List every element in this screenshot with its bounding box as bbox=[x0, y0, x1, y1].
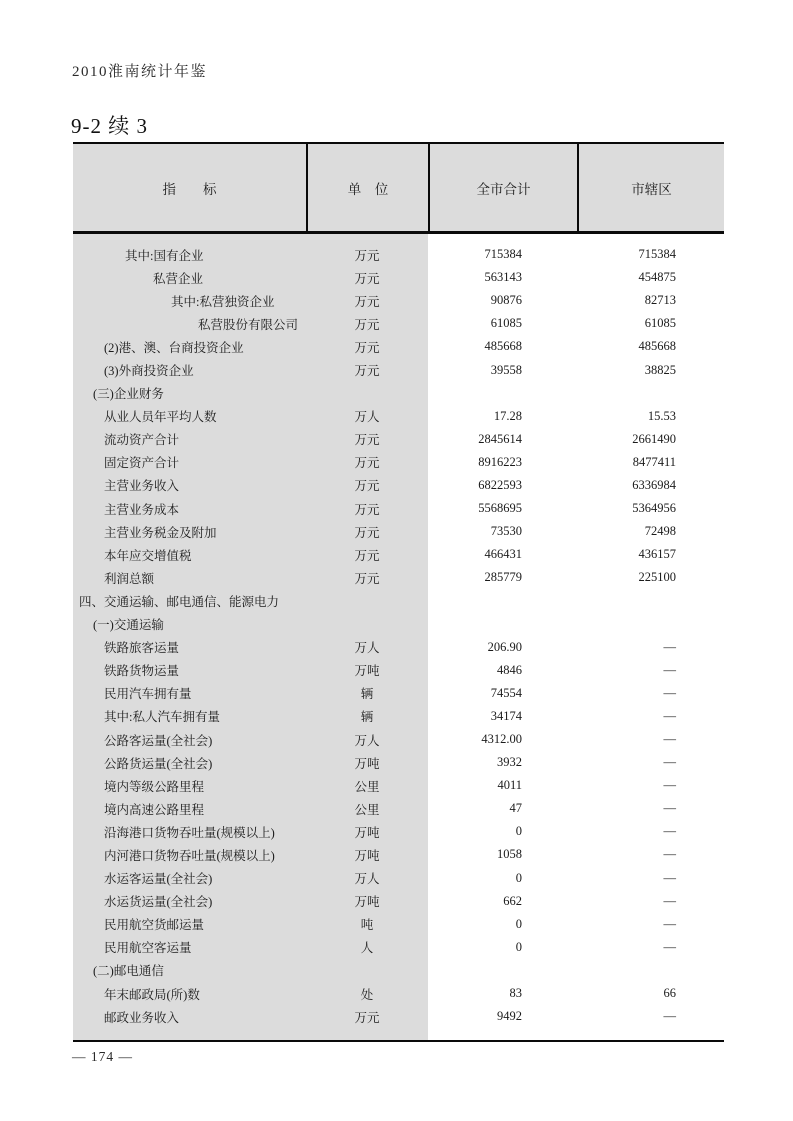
column-header-unit: 单 位 bbox=[306, 144, 428, 231]
unit-cell: 万元 bbox=[354, 340, 380, 355]
unit-cell: 处 bbox=[360, 987, 374, 1002]
city-total-cell: 715384 bbox=[484, 247, 522, 262]
column-header-indicator: 指 标 bbox=[162, 181, 217, 197]
unit-cell: 万人 bbox=[354, 733, 380, 748]
indicator-cell: (二)邮电通信 bbox=[93, 964, 164, 979]
district-cell: — bbox=[663, 662, 676, 677]
district-cell: — bbox=[663, 847, 676, 862]
indicator-cell: 主营业务收入 bbox=[104, 479, 180, 494]
district-cell: — bbox=[663, 1009, 676, 1024]
district-cell: 61085 bbox=[644, 316, 676, 331]
indicator-cell: 流动资产合计 bbox=[104, 433, 180, 448]
table-row bbox=[73, 636, 724, 659]
indicator-cell: 公路客运量(全社会) bbox=[104, 733, 213, 748]
indicator-cell: 从业人员年平均人数 bbox=[104, 410, 217, 425]
indicator-cell: 其中:私营独资企业 bbox=[171, 294, 275, 309]
unit-cell: 万吨 bbox=[354, 756, 380, 771]
table-header-row bbox=[73, 142, 724, 234]
table-row bbox=[73, 405, 724, 428]
page-number: — 174 — bbox=[72, 1049, 133, 1064]
district-cell: 225100 bbox=[638, 570, 676, 585]
unit-cell: 辆 bbox=[360, 687, 374, 702]
unit-cell: 万元 bbox=[354, 502, 380, 517]
unit-cell: 人 bbox=[360, 941, 374, 956]
district-cell: — bbox=[663, 939, 676, 954]
city-total-cell: 9492 bbox=[497, 1009, 522, 1024]
indicator-cell: 内河港口货物吞吐量(规模以上) bbox=[104, 848, 275, 863]
district-cell: — bbox=[663, 893, 676, 908]
table-row bbox=[73, 659, 724, 682]
indicator-cell: 公路货运量(全社会) bbox=[104, 756, 213, 771]
indicator-cell: 民用汽车拥有量 bbox=[104, 687, 192, 702]
table-row bbox=[73, 382, 724, 405]
table-row bbox=[73, 959, 724, 982]
unit-cell: 万元 bbox=[354, 271, 380, 286]
district-cell: 6336984 bbox=[632, 477, 676, 492]
table-row bbox=[73, 728, 724, 751]
city-total-cell: 4846 bbox=[497, 662, 522, 677]
city-total-cell: 0 bbox=[515, 939, 522, 954]
indicator-cell: 民用航空客运量 bbox=[104, 941, 192, 956]
unit-cell: 公里 bbox=[354, 779, 380, 794]
indicator-cell: (2)港、澳、台商投资企业 bbox=[104, 340, 244, 355]
unit-cell: 公里 bbox=[354, 802, 380, 817]
column-header-city-total: 全市合计 bbox=[428, 144, 577, 231]
indicator-cell: 境内高速公路里程 bbox=[104, 802, 205, 817]
table-row bbox=[73, 520, 724, 543]
table-row bbox=[73, 613, 724, 636]
table-row bbox=[73, 843, 724, 866]
table-row bbox=[73, 705, 724, 728]
city-total-cell: 466431 bbox=[484, 547, 522, 562]
district-cell: — bbox=[663, 824, 676, 839]
district-cell: 15.53 bbox=[647, 408, 676, 423]
indicator-cell: (一)交通运输 bbox=[93, 618, 164, 633]
city-total-cell: 6822593 bbox=[478, 477, 522, 492]
district-cell: 66 bbox=[663, 986, 676, 1001]
indicator-cell: 私营企业 bbox=[153, 271, 204, 286]
city-total-cell: 4011 bbox=[497, 778, 522, 793]
table-row bbox=[73, 289, 724, 312]
city-total-cell: 74554 bbox=[490, 685, 522, 700]
indicator-cell: 沿海港口货物吞吐量(规模以上) bbox=[104, 825, 275, 840]
district-cell: — bbox=[663, 801, 676, 816]
table-row bbox=[73, 312, 724, 335]
unit-cell: 万元 bbox=[354, 571, 380, 586]
district-cell: 485668 bbox=[638, 339, 676, 354]
district-cell: 5364956 bbox=[632, 501, 676, 516]
city-total-cell: 34174 bbox=[490, 708, 522, 723]
indicator-cell: 水运客运量(全社会) bbox=[104, 872, 213, 887]
indicator-cell: 四、交通运输、邮电通信、能源电力 bbox=[79, 594, 280, 609]
indicator-cell: 其中:私人汽车拥有量 bbox=[104, 710, 220, 725]
district-cell: 2661490 bbox=[632, 431, 676, 446]
table-row bbox=[73, 497, 724, 520]
city-total-cell: 61085 bbox=[490, 316, 522, 331]
unit-cell: 万吨 bbox=[354, 825, 380, 840]
indicator-cell: 其中:国有企业 bbox=[125, 248, 204, 263]
city-total-cell: 0 bbox=[515, 870, 522, 885]
district-cell: — bbox=[663, 639, 676, 654]
yearbook-header: 2010淮南统计年鉴 bbox=[72, 64, 208, 80]
indicator-cell: 铁路旅客运量 bbox=[104, 641, 180, 656]
indicator-cell: 本年应交增值税 bbox=[104, 548, 192, 563]
district-cell: 38825 bbox=[644, 362, 676, 377]
table-row bbox=[73, 936, 724, 959]
district-cell: — bbox=[663, 685, 676, 700]
city-total-cell: 662 bbox=[503, 893, 522, 908]
indicator-cell: 邮政业务收入 bbox=[104, 1010, 180, 1025]
table-row bbox=[73, 243, 724, 266]
unit-cell: 万元 bbox=[354, 548, 380, 563]
district-cell: — bbox=[663, 870, 676, 885]
indicator-cell: (3)外商投资企业 bbox=[104, 364, 194, 379]
table-row bbox=[73, 589, 724, 612]
unit-cell: 万人 bbox=[354, 410, 380, 425]
city-total-cell: 0 bbox=[515, 916, 522, 931]
table-row bbox=[73, 751, 724, 774]
unit-cell: 万吨 bbox=[354, 848, 380, 863]
table-row bbox=[73, 266, 724, 289]
unit-cell: 万元 bbox=[354, 364, 380, 379]
district-cell: 82713 bbox=[644, 293, 676, 308]
city-total-cell: 47 bbox=[509, 801, 522, 816]
unit-cell: 万元 bbox=[354, 1010, 380, 1025]
table-row bbox=[73, 774, 724, 797]
city-total-cell: 83 bbox=[509, 986, 522, 1001]
unit-cell: 万元 bbox=[354, 248, 380, 263]
city-total-cell: 3932 bbox=[497, 755, 522, 770]
unit-cell: 万吨 bbox=[354, 664, 380, 679]
table-row bbox=[73, 358, 724, 381]
unit-cell: 万元 bbox=[354, 433, 380, 448]
unit-cell: 万人 bbox=[354, 872, 380, 887]
table-title: 9-2 续 3 bbox=[71, 114, 148, 138]
table-row bbox=[73, 867, 724, 890]
city-total-cell: 563143 bbox=[484, 270, 522, 285]
unit-cell: 万元 bbox=[354, 456, 380, 471]
city-total-cell: 0 bbox=[515, 824, 522, 839]
city-total-cell: 73530 bbox=[490, 524, 522, 539]
city-total-cell: 1058 bbox=[497, 847, 522, 862]
indicator-cell: 主营业务成本 bbox=[104, 502, 180, 517]
indicator-cell: 主营业务税金及附加 bbox=[104, 525, 217, 540]
district-cell: — bbox=[663, 916, 676, 931]
table-row bbox=[73, 982, 724, 1005]
table-row bbox=[73, 890, 724, 913]
city-total-cell: 206.90 bbox=[487, 639, 522, 654]
district-cell: 436157 bbox=[638, 547, 676, 562]
district-cell: 72498 bbox=[644, 524, 676, 539]
unit-cell: 辆 bbox=[360, 710, 374, 725]
table-row bbox=[73, 682, 724, 705]
district-cell: — bbox=[663, 732, 676, 747]
unit-cell: 万元 bbox=[354, 317, 380, 332]
unit-cell: 万元 bbox=[354, 294, 380, 309]
table-row bbox=[73, 543, 724, 566]
district-cell: — bbox=[663, 755, 676, 770]
unit-cell: 万元 bbox=[354, 479, 380, 494]
city-total-cell: 4312.00 bbox=[481, 732, 522, 747]
unit-cell: 吨 bbox=[360, 918, 374, 933]
district-cell: 715384 bbox=[638, 247, 676, 262]
unit-cell: 万吨 bbox=[354, 895, 380, 910]
table-row bbox=[73, 913, 724, 936]
city-total-cell: 90876 bbox=[490, 293, 522, 308]
city-total-cell: 285779 bbox=[484, 570, 522, 585]
indicator-cell: 境内等级公路里程 bbox=[104, 779, 205, 794]
indicator-cell: 铁路货物运量 bbox=[104, 664, 180, 679]
table-row bbox=[73, 335, 724, 358]
table-row bbox=[73, 428, 724, 451]
district-cell: — bbox=[663, 708, 676, 723]
column-header-municipal-district: 市辖区 bbox=[577, 144, 724, 231]
table-row bbox=[73, 566, 724, 589]
district-cell: 8477411 bbox=[632, 454, 676, 469]
city-total-cell: 17.28 bbox=[493, 408, 522, 423]
district-cell: — bbox=[663, 778, 676, 793]
indicator-cell: 民用航空货邮运量 bbox=[104, 918, 205, 933]
city-total-cell: 5568695 bbox=[478, 501, 522, 516]
unit-cell: 万元 bbox=[354, 525, 380, 540]
indicator-cell: (三)企业财务 bbox=[93, 387, 164, 402]
district-cell: 454875 bbox=[638, 270, 676, 285]
table-row bbox=[73, 474, 724, 497]
unit-cell: 万人 bbox=[354, 641, 380, 656]
table-row bbox=[73, 820, 724, 843]
table-row bbox=[73, 1005, 724, 1028]
city-total-cell: 2845614 bbox=[478, 431, 522, 446]
indicator-cell: 水运货运量(全社会) bbox=[104, 895, 213, 910]
indicator-cell: 利润总额 bbox=[104, 571, 155, 586]
indicator-cell: 年末邮政局(所)数 bbox=[104, 987, 200, 1002]
table-row bbox=[73, 797, 724, 820]
city-total-cell: 8916223 bbox=[478, 454, 522, 469]
indicator-cell: 私营股份有限公司 bbox=[198, 317, 299, 332]
table-body bbox=[73, 234, 724, 1042]
statistical-table bbox=[73, 142, 724, 1042]
table-row bbox=[73, 451, 724, 474]
city-total-cell: 485668 bbox=[484, 339, 522, 354]
city-total-cell: 39558 bbox=[490, 362, 522, 377]
indicator-cell: 固定资产合计 bbox=[104, 456, 180, 471]
